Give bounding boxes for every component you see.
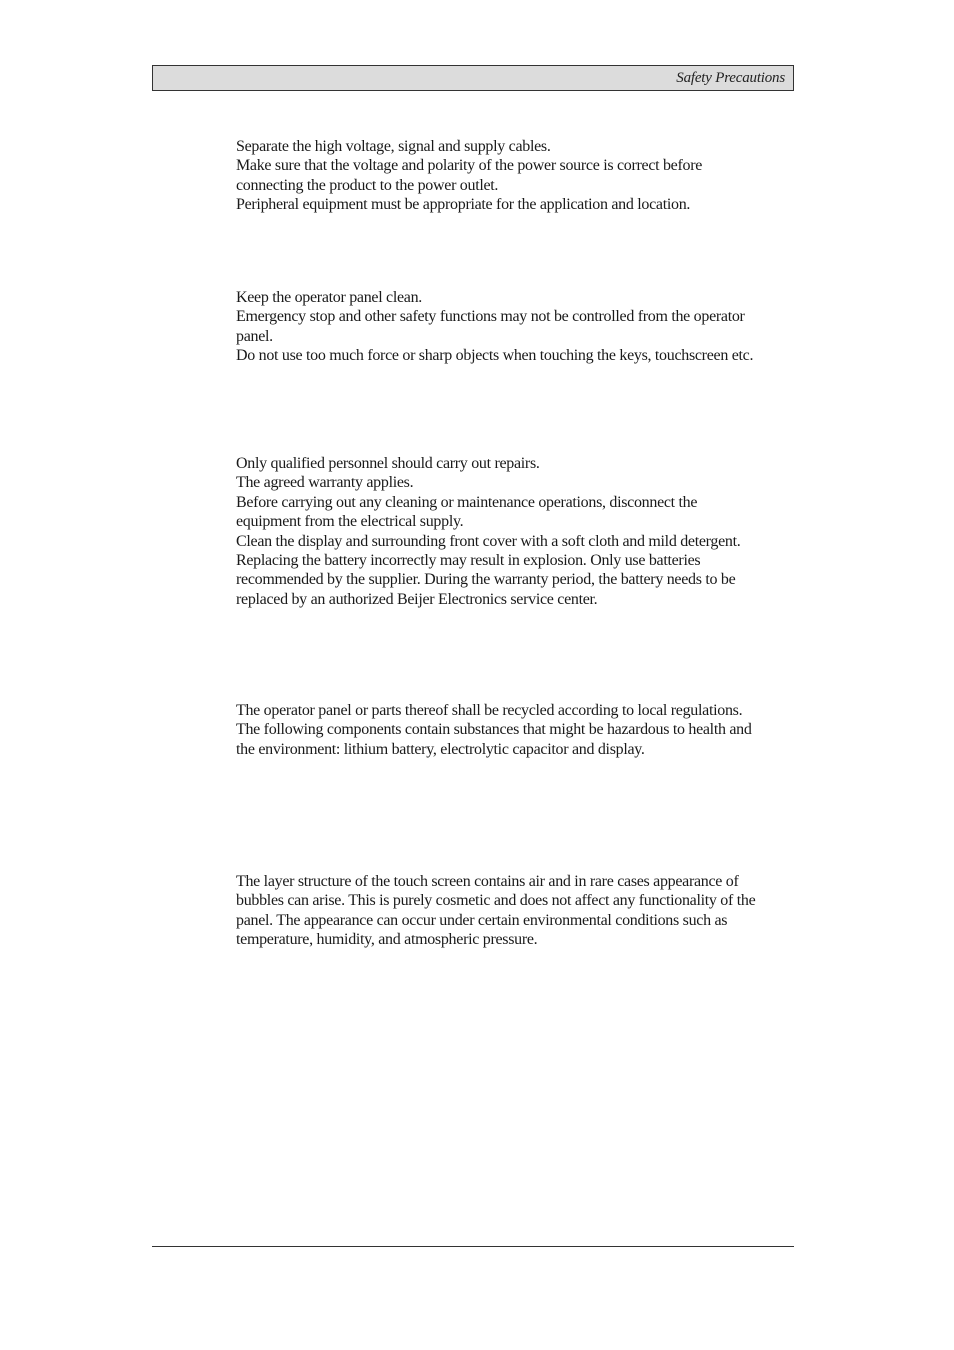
section-appearance-of-air-in-touch-screen bbox=[236, 872, 756, 950]
section-dismantling-scrapping bbox=[236, 701, 756, 759]
section-installation bbox=[236, 137, 756, 215]
paragraph: The operator panel or parts thereof shall be recycled according to local regulations. bbox=[236, 702, 743, 719]
paragraph: Make sure that the voltage and polarity of the power source is correct before connecting the product to the power outlet. bbox=[236, 157, 703, 194]
paragraph: Do not use too much force or sharp objects when touching the keys, touchscreen etc. bbox=[236, 347, 754, 365]
section-operation bbox=[236, 288, 756, 366]
page-header-title: Safety Precautions bbox=[676, 70, 785, 86]
paragraph: Only qualified personnel should carry out repairs. bbox=[236, 455, 540, 472]
paragraph: Keep the operator panel clean. bbox=[236, 289, 423, 306]
page-header bbox=[152, 65, 794, 91]
paragraph: Before carrying out any cleaning or maintenance operations, disconnect the equipment from the electrical supply. bbox=[236, 493, 698, 531]
paragraph: Replacing the battery incorrectly may result in explosion. Only use batteries recommended by the supplier. During the warranty period, the battery needs to be replaced by an authorized Beijer Electronics service center. bbox=[236, 552, 736, 608]
section-service-maintenance bbox=[236, 454, 756, 609]
paragraph: Peripheral equipment must be appropriate for the application and location. bbox=[236, 196, 691, 214]
paragraph: The layer structure of the touch screen contains air and in rare cases appearance of bubbles can arise. This is purely cosmetic and does not affect any functionality of the panel. The appearance can occur under certain environmental conditions such as temperature, humidity, and atmospheric pressure. bbox=[236, 873, 756, 949]
paragraph: Separate the high voltage, signal and supply cables. bbox=[236, 138, 551, 155]
footer-divider bbox=[152, 1246, 794, 1247]
paragraph: The following components contain substances that might be hazardous to health and the environment: lithium battery, electrolytic capacitor and display. bbox=[236, 721, 752, 758]
paragraph: The agreed warranty applies. bbox=[236, 474, 414, 492]
paragraph: Emergency stop and other safety functions may not be controlled from the operator panel. bbox=[236, 308, 745, 345]
paragraph: Clean the display and surrounding front cover with a soft cloth and mild detergent. bbox=[236, 532, 741, 550]
